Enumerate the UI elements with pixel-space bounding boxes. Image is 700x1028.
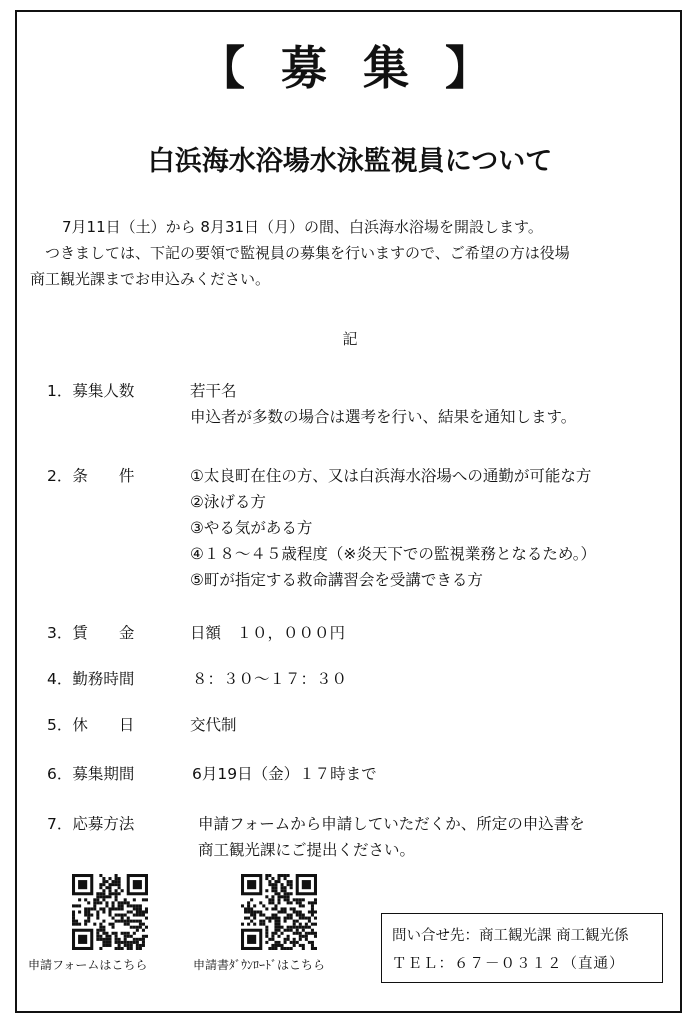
item-value: 日額 １０，０００円 bbox=[190, 624, 346, 642]
item-value: ④１８～４５歳程度（※炎天下での監視業務となるため。） bbox=[190, 545, 597, 563]
item-label-wage: 3．賃 金 bbox=[47, 624, 135, 642]
item-value: 6月19日（金）１７時まで bbox=[192, 765, 377, 783]
item-value: ⑤町が指定する救命講習会を受講できる方 bbox=[190, 571, 483, 589]
notice-subtitle: 白浜海水浴場水泳監視員について bbox=[147, 146, 553, 177]
qr-code-download-form[interactable] bbox=[241, 874, 317, 950]
qr-caption-download-form: 申請書ﾀﾞｳﾝﾛｰﾄﾞはこちら bbox=[193, 958, 326, 972]
item-label-application-method: 7．応募方法 bbox=[47, 815, 135, 833]
item-value: 申請フォームから申請していただくか、所定の申込書を bbox=[198, 815, 585, 833]
item-value: 申込者が多数の場合は選考を行い、結果を通知します。 bbox=[190, 408, 577, 426]
item-label-holidays: 5．休 日 bbox=[47, 716, 135, 734]
item-value: ①太良町在住の方、又は白浜海水浴場への通勤が可能な方 bbox=[190, 467, 592, 485]
contact-phone: ＴＥＬ：６７－０３１２（直通） bbox=[392, 956, 625, 972]
item-label-recruit-period: 6．募集期間 bbox=[47, 765, 135, 783]
item-label-conditions: 2．条 件 bbox=[47, 467, 135, 485]
item-value: ８：３０～１７：３０ bbox=[192, 670, 348, 688]
intro-line-2: つきましては、下記の要領で監視員の募集を行いますので、ご希望の方は役場 bbox=[45, 244, 570, 262]
item-value: 若干名 bbox=[190, 382, 237, 400]
item-label-work-hours: 4．勤務時間 bbox=[47, 670, 135, 688]
intro-line-3: 商工観光課までお申込みください。 bbox=[30, 270, 271, 288]
item-value: ③やる気がある方 bbox=[190, 519, 313, 537]
qr-code-application-form[interactable] bbox=[72, 874, 148, 950]
contact-box bbox=[381, 913, 663, 983]
item-value: ②泳げる方 bbox=[190, 493, 266, 511]
notice-heading: 【 募 集 】 bbox=[198, 41, 502, 95]
qr-caption-application-form: 申請フォームはこちら bbox=[28, 958, 148, 972]
contact-department: 問い合せ先：商工観光課 商工観光係 bbox=[392, 928, 629, 944]
item-value: 商工観光課にご提出ください。 bbox=[198, 841, 416, 859]
item-label-recruit-count: 1．募集人数 bbox=[47, 382, 135, 400]
ki-marker: 記 bbox=[342, 330, 358, 348]
intro-line-1: 7月11日（土）から 8月31日（月）の間、白浜海水浴場を開設します。 bbox=[62, 218, 543, 236]
item-value: 交代制 bbox=[190, 716, 237, 734]
